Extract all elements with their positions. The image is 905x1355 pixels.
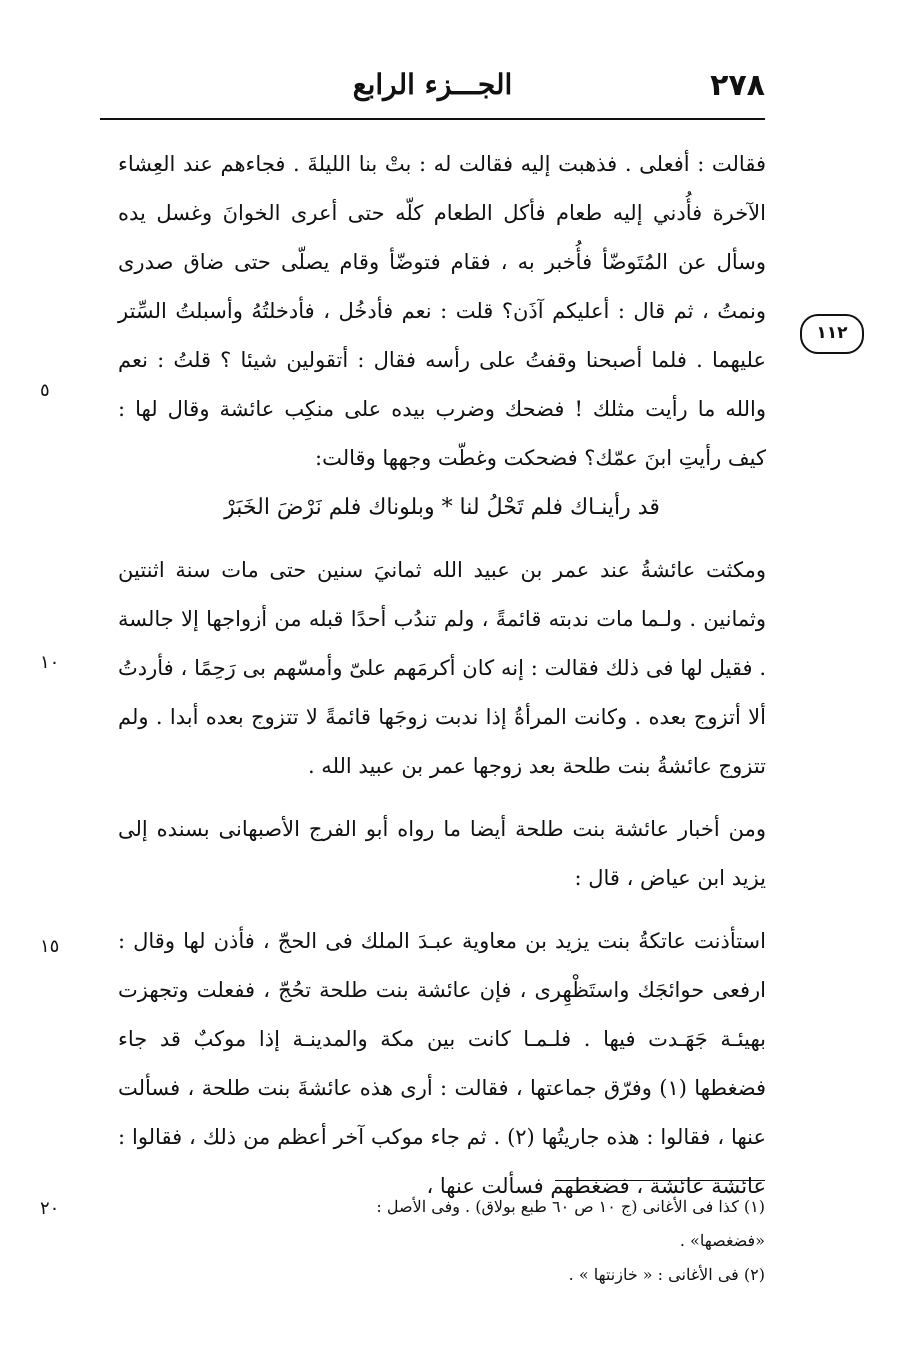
footnotes: [300, 1190, 765, 1292]
line-numbers: [40, 0, 90, 1355]
line-number-20: ٢٠: [40, 1198, 60, 1219]
body-text: [118, 140, 766, 1211]
footnote-rule: [555, 1180, 765, 1181]
paragraph-4: استأذنت عاتكةُ بنت يزيد بن معاوية عبـدَ الملك فى الحجّ ، فأذن لها وقال : ارفعى حوائجَك واستَظْهِرى ، فإن عائشة بنت طلحة تحُجّ ، ففعلت وتجهزت بهيئـة جَهَـدت فيها . فلـمـا كانت بين مكة والمدينـة إذا موكبٌ قد جاء فضغطها (١) وفرّق جماعتها ، فقالت : أرى هذه عائشةَ بنت طلحة ، فسألت عنها ، فقالوا : هذه جاريتُها (٢) . ثم جاء موكب آخر أعظم من ذلك ، فقالوا : عائشة عائشة ، فضغطهم فسألت عنها ،: [118, 929, 766, 1198]
page-number: ٢٧٨: [710, 68, 765, 103]
paragraph-2: ومكثت عائشةُ عند عمر بن عبيد الله ثمانيَ سنين حتى مات سنة اثنتين وثمانين . ولـما مات ندبته قائمةً ، ولم تندُب أحدًا قبله من أزواجها إلا جالسة . فقيل لها فى ذلك فقالت : إنه كان أكرمَهم علىّ وأمسّهم بى رَحِمًا ، فأردتُ ألا أتزوج بعده . وكانت المرأةُ إذا ندبت زوجَها قائمةً لا تتزوج بعده أبدا . ولم تتزوج عائشةُ بنت طلحة بعد زوجها عمر بن عبيد الله .: [118, 558, 766, 778]
page-header: [100, 62, 765, 112]
paragraph-1: فقالت : أفعلى . فذهبت إليه فقالت له : بتْ بنا الليلةَ . فجاءهم عند العِشاء الآخرة فأُدني إليه طعام فأكل الطعام كلّه حتى أعرى الخوانَ وغسل يده وسأل عن المُتَوضّأ فأُخبر به ، فقام فتوضّأ وقام يصلّى حتى ضاق صدرى ونمتُ ، ثم قال : أعليكم آذَن؟ قلت : نعم فأدخُل ، فأدخلتُهُ وأسبلتُ السِّتر عليهما . فلما أصبحنا وقفتُ على رأسه فقال : أتقولين شيئا ؟ قلتُ : نعم والله ما رأيت مثلك ! فضحك وضرب بيده على منكِب عائشة وقال لها : كيف رأيتِ ابنَ عمّك؟ فضحكت وغطّت وجهها وقالت:: [118, 152, 766, 470]
footnote-2: (٢) فى الأغانى : « خازنتها » .: [568, 1265, 765, 1284]
paragraph-3: ومن أخبار عائشة بنت طلحة أيضا ما رواه أبو الفرج الأصبهانى بسنده إلى يزيد ابن عياض ، قال :: [118, 817, 766, 890]
margin-page-marker: ١١٢: [800, 314, 864, 354]
line-number-10: ١٠: [40, 652, 60, 673]
verse-line: قد رأينـاك فلم تَحْلُ لنا * وبلوناك فلم نَرْضَ الخَبَرْ: [224, 495, 660, 520]
header-rule: [100, 118, 765, 120]
line-number-5: ٥: [40, 380, 50, 401]
line-number-15: ١٥: [40, 936, 60, 957]
running-title: الجـــزء الرابع: [352, 68, 513, 101]
footnote-1: (١) كذا فى الأغانى (ج ١٠ ص ٦٠ طبع بولاق) . وفى الأصل : «فضغصها» .: [376, 1197, 765, 1250]
